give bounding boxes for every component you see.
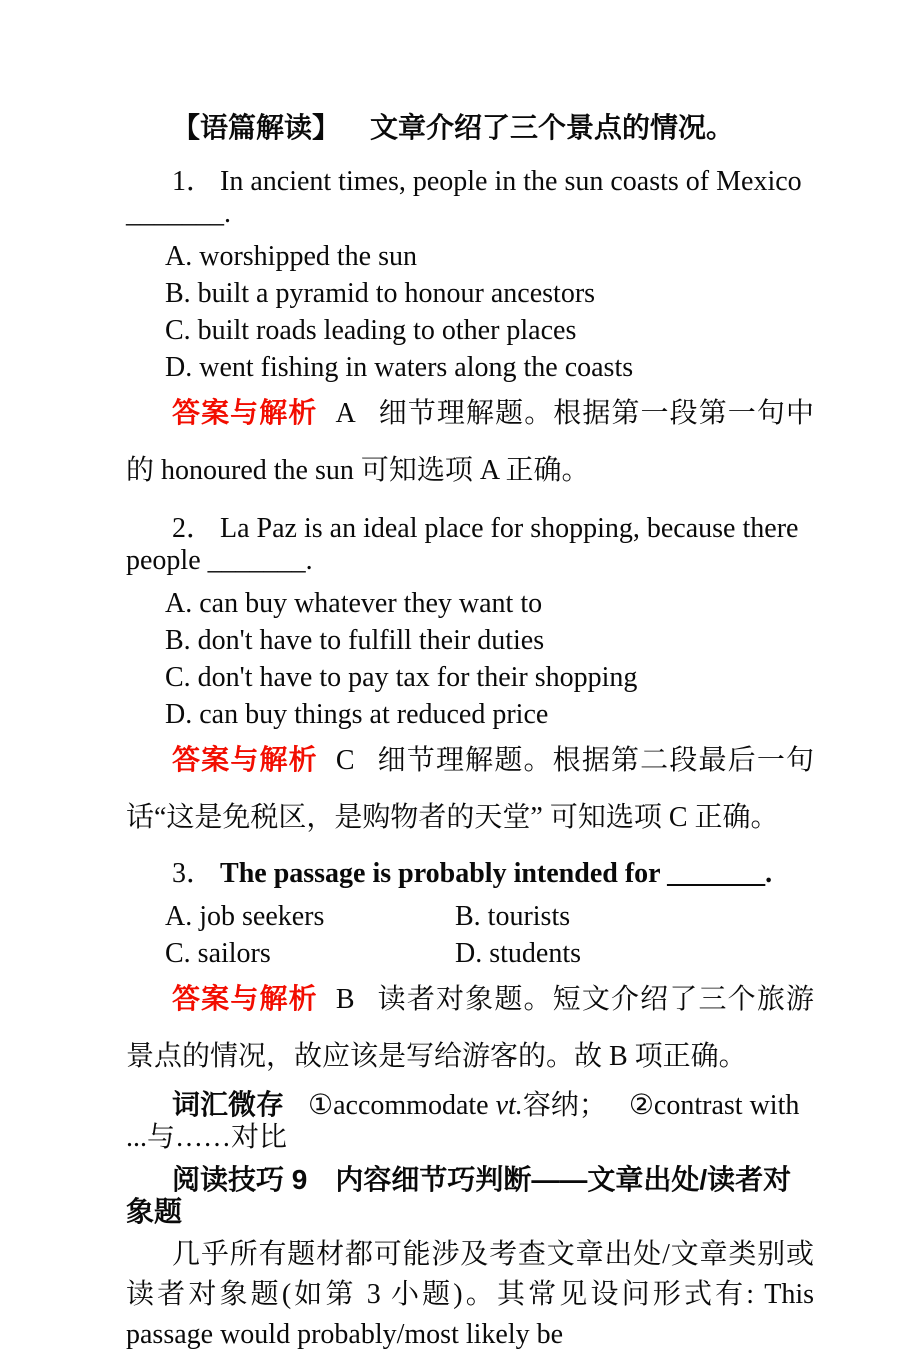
answer-3 [126, 970, 814, 1085]
question-2 [126, 513, 814, 577]
reading-skill-label: 阅读技巧 9 [172, 1164, 308, 1195]
question-3-option-b: B. tourists [455, 901, 571, 932]
passage-analysis-label: 【语篇解读】 [172, 112, 341, 143]
question-3-option-d: D. students [455, 938, 581, 969]
answer-2-letter: C [335, 745, 355, 776]
vocab-item-1-pos: vt. [495, 1090, 523, 1121]
question-3-number: 3． [172, 858, 215, 889]
answer-2-explanation: 细节理解题。根据第二段最后一句话“这是免税区，是购物者的天堂” 可知选项 C 正确。 [126, 745, 814, 833]
question-3-options-row-1 [126, 901, 814, 933]
question-1-option-c: C. built roads leading to other places [165, 315, 577, 346]
answer-1-letter: A [335, 398, 356, 429]
question-3-option-c: C. sailors [165, 938, 271, 969]
question-2-option-d: D. can buy things at reduced price [165, 699, 549, 730]
answer-2-label: 答案与解析 [172, 744, 318, 775]
answer-1-explanation: 细节理解题。根据第一段第一句中的 honoured the sun 可知选项 A 正确。 [126, 398, 814, 486]
reading-skill-line [126, 1164, 814, 1228]
reading-skill-title: 内容细节巧判断——文章出处/读者对象题 [126, 1164, 792, 1227]
vocab-item-2: ②contrast with ...与……对比 [126, 1090, 800, 1153]
answer-2 [126, 731, 814, 846]
vocab-line [126, 1089, 814, 1154]
question-1-option-d: D. went fishing in waters along the coasts [165, 352, 634, 383]
question-2-stem: La Paz is an ideal place for shopping, because there people _______. [126, 513, 799, 576]
vocab-item-1-word: ①accommodate [308, 1090, 496, 1121]
vocab-label: 词汇微存 [172, 1089, 285, 1120]
question-3 [126, 858, 814, 890]
passage-analysis-text: 文章介绍了三个景点的情况。 [370, 112, 735, 143]
question-1 [126, 166, 814, 230]
question-1-option-a: A. worshipped the sun [165, 241, 417, 272]
question-1-option-b: B. built a pyramid to honour ancestors [165, 278, 596, 309]
question-1-number: 1． [172, 166, 215, 197]
vocab-item-1-meaning: 容纳； [522, 1090, 607, 1121]
question-3-stem: The passage is probably intended for _______. [220, 858, 773, 889]
answer-1-label: 答案与解析 [172, 397, 318, 428]
answer-3-explanation: 读者对象题。短文介绍了三个旅游景点的情况，故应该是写给游客的。故 B 项正确。 [126, 984, 814, 1072]
answer-1 [126, 384, 814, 499]
passage-analysis-line [126, 112, 814, 144]
question-2-option-a: A. can buy whatever they want to [165, 588, 543, 619]
question-2-option-c: C. don't have to pay tax for their shopping [165, 662, 638, 693]
question-1-stem: In ancient times, people in the sun coasts of Mexico _______. [126, 166, 802, 229]
answer-3-letter: B [335, 984, 355, 1015]
answer-3-label: 答案与解析 [172, 983, 318, 1014]
question-3-options-row-2 [126, 938, 814, 970]
question-2-option-b: B. don't have to fulfill their duties [165, 625, 545, 656]
question-2-number: 2． [172, 513, 215, 544]
question-3-option-a: A. job seekers [165, 901, 325, 932]
tip-paragraph: 几乎所有题材都可能涉及考查文章出处/文章类别或读者对象题(如第 3 小题)。其常见设问形式有: This passage would probably/most likely be [126, 1239, 814, 1350]
vocab-item-1 [308, 1090, 607, 1121]
